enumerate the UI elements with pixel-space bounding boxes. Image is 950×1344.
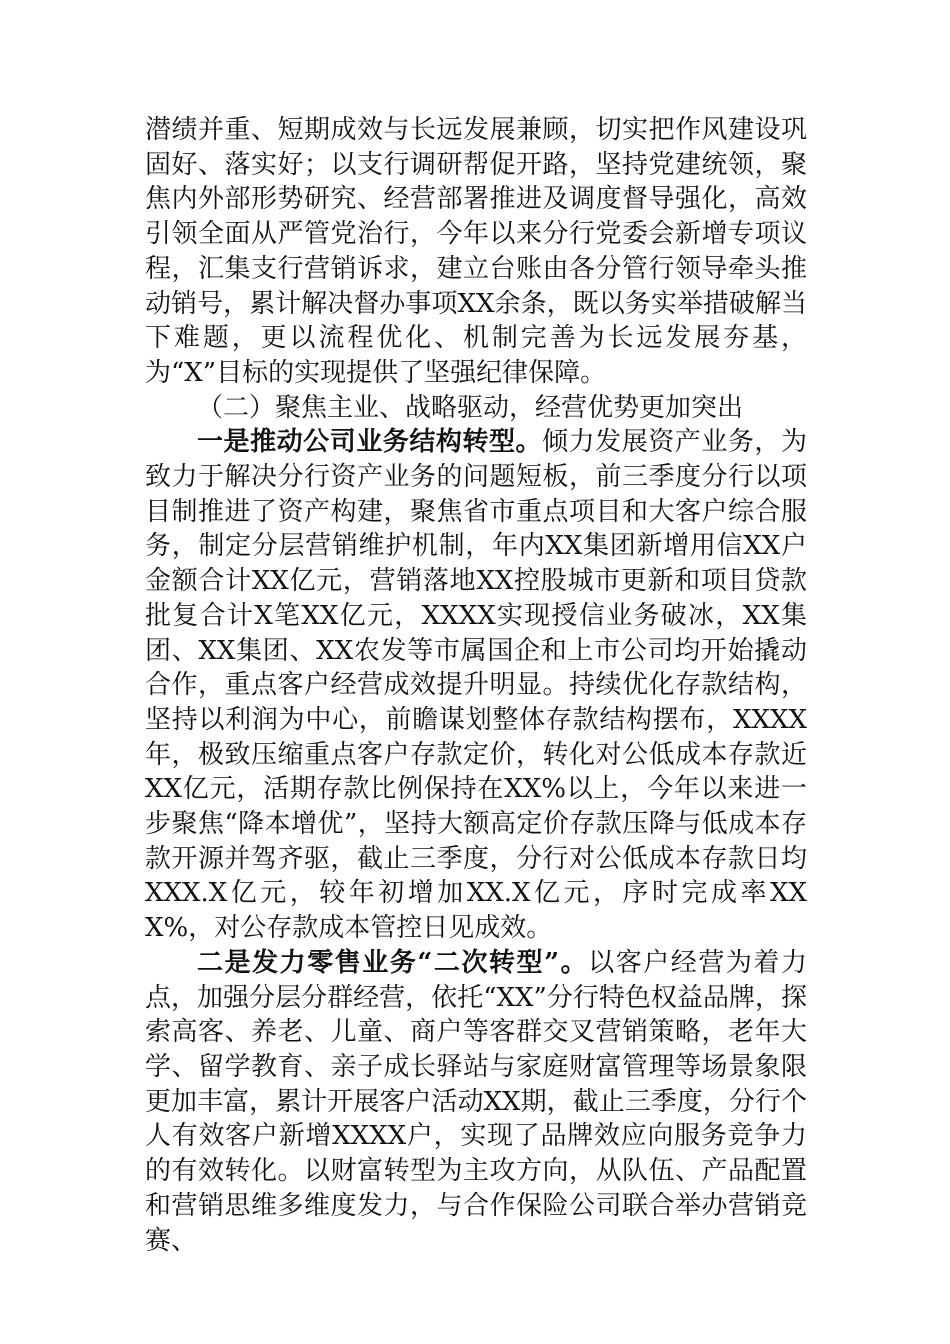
document-page xyxy=(145,113,807,1258)
paragraph-body-corporate: 倾力发展资产业务，为致力于解决分行资产业务的问题短板，前三季度分行以项目制推进了资产构建，聚焦省市重点项目和大客户综合服务，制定分层营销维护机制，年内XX集团新增用信XX户金额合计XX亿元，营销落地XX控股城市更新和项目贷款批复合计X笔XX亿元，XXXX实现授信业务破冰，XX集团、XX集团、XX农发等市属国企和上市公司均开始撬动合作，重点客户经营成效提升明显。持续优化存款结构，坚持以利润为中心，前瞻谋划整体存款结构摆布，XXXX年，极致压缩重点客户存款定价，转化对公低成本存款近XX亿元，活期存款比例保持在XX%以上，今年以来进一步聚焦“降本增优”，坚持大额高定价存款压降与低成本存款开源并驾齐驱，截止三季度，分行对公低成本存款日均XXX.X亿元，较年初增加XX.X亿元，序时完成率XXX%，对公存款成本管控日见成效。 xyxy=(145,427,807,944)
paragraph-lead-retail: 二是发力零售业务“二次转型”。 xyxy=(197,947,589,978)
body-paragraph-retail xyxy=(145,946,807,1258)
body-paragraph-corporate xyxy=(145,425,807,946)
paragraph-body-retail: 以客户经营为着力点，加强分层分群经营，依托“XX”分行特色权益品牌，探索高客、养老、儿童、商户等客群交叉营销策略，老年大学、留学教育、亲子成长驿站与家庭财富管理等场景象限更加丰富，累计开展客户活动XX期，截止三季度，分行个人有效客户新增XXXX户，实现了品牌效应向服务竞争力的有效转化。以财富转型为主攻方向，从队伍、产品配置和营销思维多维度发力，与合作保险公司联合举办营销竞赛、 xyxy=(145,947,807,1256)
body-paragraph-continuation: 潜绩并重、短期成效与长远发展兼顾，切实把作风建设巩固好、落实好；以支行调研帮促开路，坚持党建统领，聚焦内外部形势研究、经营部署推进及调度督导强化，高效引领全面从严管党治行，今年以来分行党委会新增专项议程，汇集支行营销诉求，建立台账由各分管行领导牵头推动销号，累计解决督办事项XX余条，既以务实举措破解当下难题，更以流程优化、机制完善为长远发展夯基，为“X”目标的实现提供了坚强纪律保障。 xyxy=(145,115,807,388)
paragraph-lead-corporate: 一是推动公司业务结构转型。 xyxy=(197,427,543,458)
section-heading: （二）聚焦主业、战略驱动，经营优势更加突出 xyxy=(197,392,744,423)
